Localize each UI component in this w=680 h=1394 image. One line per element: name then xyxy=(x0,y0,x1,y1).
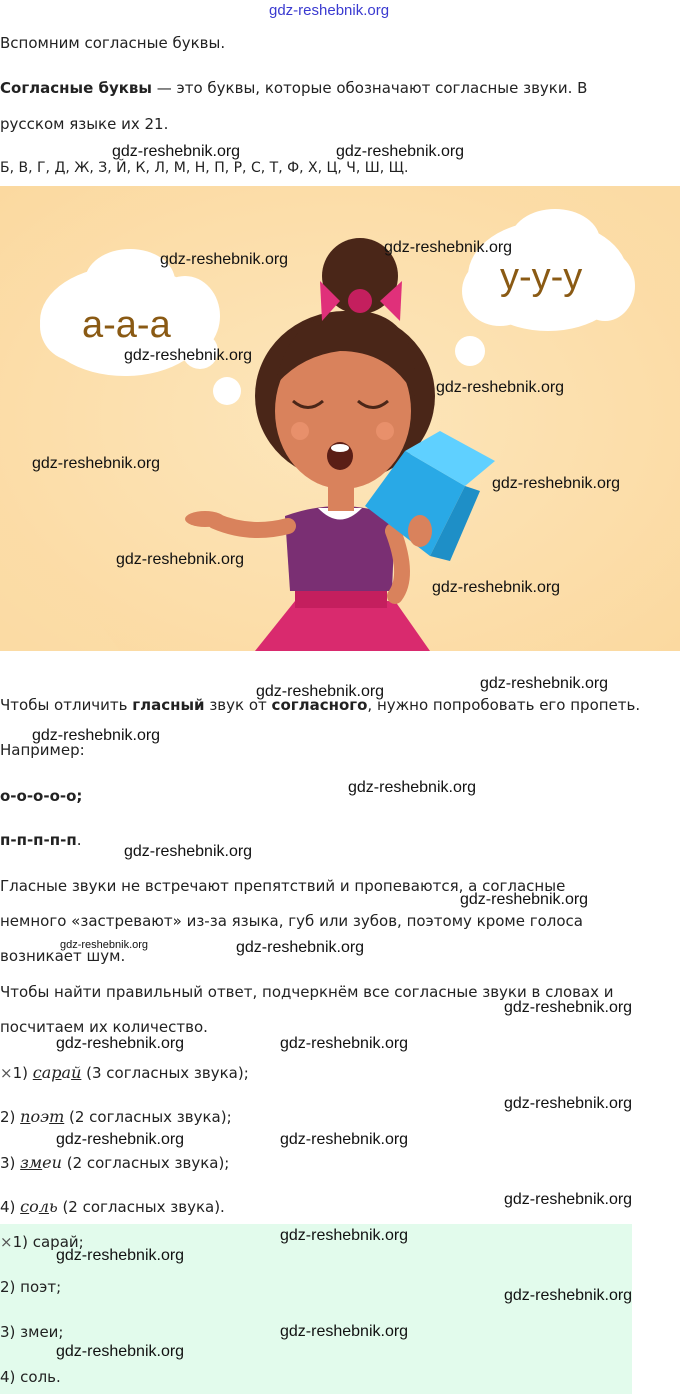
solution-note: (2 согласных звука); xyxy=(61,1154,230,1172)
watermark: gdz-reshebnik.org xyxy=(480,675,609,692)
watermark: gdz-reshebnik.org xyxy=(56,1247,185,1264)
answer-text: 1) сарай; xyxy=(12,1233,84,1251)
watermark: gdz-reshebnik.org xyxy=(504,1287,633,1304)
example-consonant-end: . xyxy=(76,831,82,849)
watermark: gdz-reshebnik.org xyxy=(160,251,289,268)
watermark: gdz-reshebnik.org xyxy=(32,727,161,744)
solution-number: 3) xyxy=(0,1154,21,1172)
watermark: gdz-reshebnik.org xyxy=(492,475,621,492)
singing-girl-illustration xyxy=(0,186,680,651)
solution-note: (3 согласных звука); xyxy=(81,1064,249,1082)
explain-text: , нужно попробовать его пропеть. xyxy=(367,696,641,714)
explain-paragraph-3-line-3: возникает шум. xyxy=(0,947,126,965)
definition-rest: — это буквы, которые обозначают согласные звуки. В xyxy=(151,79,588,97)
cross-mark-icon: × xyxy=(0,1064,13,1082)
watermark: gdz-reshebnik.org xyxy=(124,843,253,860)
watermark-small: gdz-reshebnik.org xyxy=(60,939,149,951)
example-consonant xyxy=(0,831,82,849)
watermark: gdz-reshebnik.org xyxy=(236,939,365,956)
watermark: gdz-reshebnik.org xyxy=(56,1035,185,1052)
watermark: gdz-reshebnik.org xyxy=(348,779,477,796)
watermark: gdz-reshebnik.org xyxy=(460,891,589,908)
watermark: gdz-reshebnik.org xyxy=(56,1343,185,1360)
answer-option-4[interactable]: 4) соль. xyxy=(0,1368,61,1386)
watermark: gdz-reshebnik.org xyxy=(32,455,161,472)
solution-note: (2 согласных звука); xyxy=(64,1108,232,1126)
solution-item-4 xyxy=(0,1197,225,1216)
solution-item-3 xyxy=(0,1153,229,1172)
watermark: gdz-reshebnik.org xyxy=(280,1035,409,1052)
watermark: gdz-reshebnik.org xyxy=(504,999,633,1016)
definition-line-1 xyxy=(0,79,587,97)
solution-number: 1) xyxy=(12,1064,33,1082)
watermark-top: gdz-reshebnik.org xyxy=(269,2,390,19)
watermark: gdz-reshebnik.org xyxy=(432,579,561,596)
watermark: gdz-reshebnik.org xyxy=(436,379,565,396)
watermark: gdz-reshebnik.org xyxy=(280,1227,409,1244)
solution-number: 4) xyxy=(0,1198,21,1216)
definition-term: Согласные буквы xyxy=(0,79,152,97)
solution-note: (2 согласных звука). xyxy=(57,1198,225,1216)
answer-option-2[interactable]: 2) поэт; xyxy=(0,1278,62,1296)
watermark: gdz-reshebnik.org xyxy=(116,551,245,568)
watermark: gdz-reshebnik.org xyxy=(384,239,513,256)
cross-mark-icon: × xyxy=(0,1233,13,1251)
watermark: gdz-reshebnik.org xyxy=(280,1323,409,1340)
example-vowel: о-о-о-о-о; xyxy=(0,787,83,805)
explain-text: звук от xyxy=(204,696,272,714)
solution-word: поэт xyxy=(20,1107,65,1126)
explain-term-vowel: гласный xyxy=(132,696,205,714)
watermark: gdz-reshebnik.org xyxy=(504,1095,633,1112)
solution-word: соль xyxy=(20,1197,58,1216)
solution-item-1 xyxy=(0,1063,249,1082)
watermark: gdz-reshebnik.org xyxy=(256,683,385,700)
solution-word: змеи xyxy=(20,1153,62,1172)
solution-item-2 xyxy=(0,1107,232,1126)
explain-paragraph-1 xyxy=(0,696,640,714)
explain-paragraph-3-line-2: немного «застревают» из-за языка, губ или зубов, поэтому кроме голоса xyxy=(0,912,584,930)
example-consonant-text: п-п-п-п-п xyxy=(0,831,77,849)
answer-option-3[interactable]: 3) змеи; xyxy=(0,1323,64,1341)
intro-text: Вспомним согласные буквы. xyxy=(0,34,226,52)
watermark: gdz-reshebnik.org xyxy=(280,1131,409,1148)
explain-text: Чтобы отличить xyxy=(0,696,133,714)
letters-list: Б, В, Г, Д, Ж, З, Й, К, Л, М, Н, П, Р, С, Т, Ф, Х, Ц, Ч, Ш, Щ. xyxy=(0,160,409,176)
solution-number: 2) xyxy=(0,1108,21,1126)
watermark: gdz-reshebnik.org xyxy=(56,1131,185,1148)
watermark: gdz-reshebnik.org xyxy=(336,143,465,160)
watermark: gdz-reshebnik.org xyxy=(112,143,241,160)
watermark: gdz-reshebnik.org xyxy=(124,347,253,364)
example-heading: Например: xyxy=(0,741,85,759)
explain-paragraph-3-line-1: Гласные звуки не встречают препятствий и пропеваются, а согласные xyxy=(0,877,566,895)
definition-line-2: русском языке их 21. xyxy=(0,115,169,133)
explain-paragraph-4-line-1: Чтобы найти правильный ответ, подчеркнём все согласные звуки в словах и xyxy=(0,983,614,1001)
explain-paragraph-4-line-2: посчитаем их количество. xyxy=(0,1018,208,1036)
explain-term-consonant: согласного xyxy=(271,696,368,714)
bubble-left-text: а-а-а xyxy=(82,304,171,346)
bubble-right-text: у-у-у xyxy=(500,256,583,298)
solution-word: сарай xyxy=(32,1063,82,1082)
watermark: gdz-reshebnik.org xyxy=(504,1191,633,1208)
